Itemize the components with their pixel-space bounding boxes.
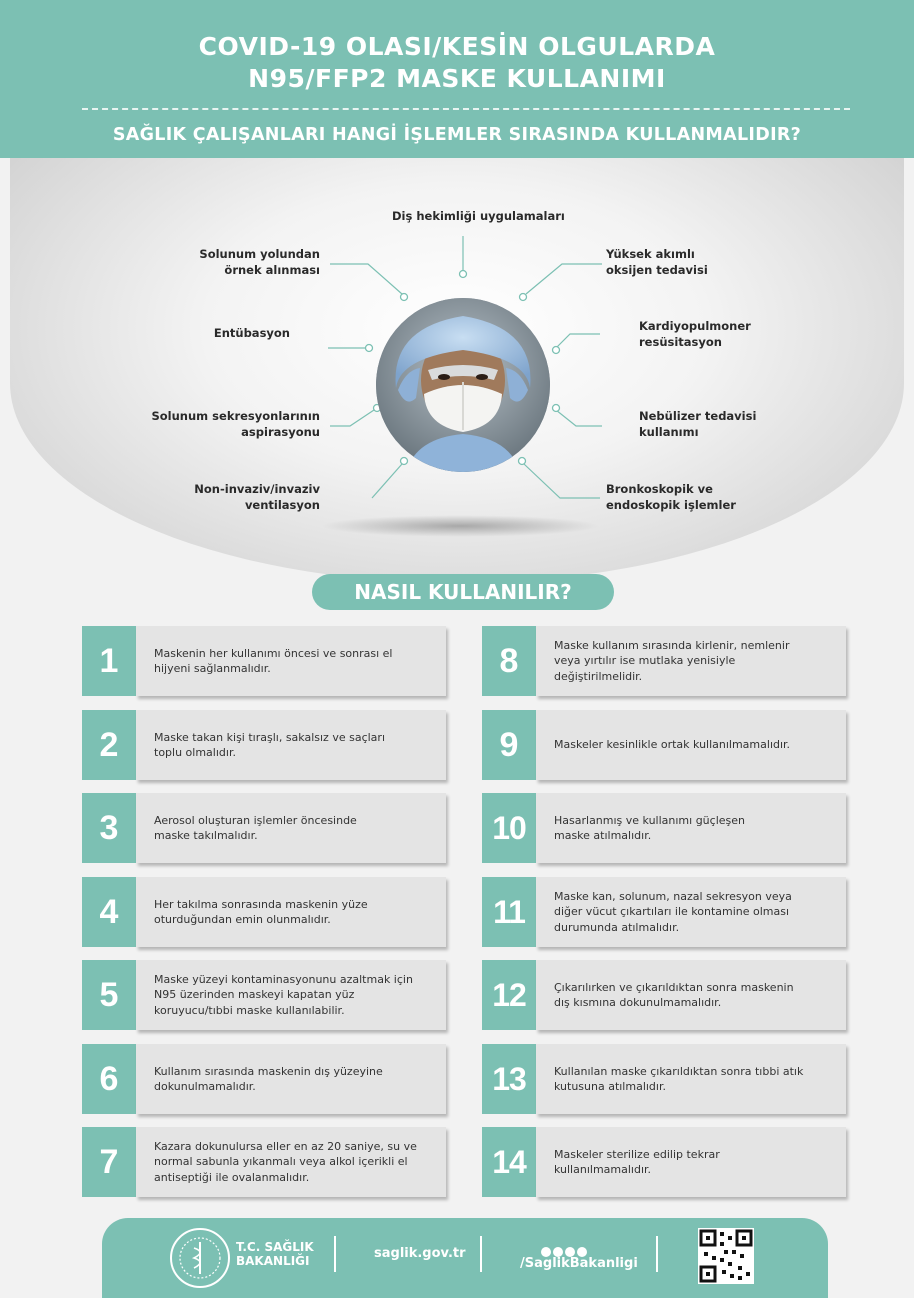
procedure-right-4-line2: endoskopik işlemler (606, 498, 736, 512)
step-number: 5 (82, 960, 136, 1030)
subtitle: SAĞLIK ÇALIŞANLARI HANGİ İŞLEMLER SIRASINDA KULLANMALIDIR? (112, 125, 802, 145)
footer-separator (334, 1236, 336, 1272)
procedure-right-1-line1: Yüksek akımlı (606, 247, 695, 261)
step-text (536, 980, 822, 1011)
step-text (536, 737, 818, 753)
procedure-left-3 (120, 408, 320, 440)
ministry-name (236, 1240, 314, 1268)
procedure-left-1-line2: örnek alınması (224, 263, 320, 277)
step-number: 14 (482, 1127, 536, 1197)
step-text-line: Her takılma sonrasında maskenin yüze (154, 897, 368, 911)
step-text-line: kutusuna atılmalıdır. (554, 1080, 666, 1093)
procedure-left-2-line1: Entübasyon (213, 326, 290, 340)
step-text (136, 813, 385, 844)
step-number: 6 (82, 1044, 136, 1114)
photo-shadow (320, 515, 600, 537)
step-text-line: hijyeni sağlanmalıdır. (154, 662, 271, 675)
procedure-left-3-line2: aspirasyonu (241, 425, 320, 439)
step-number: 11 (482, 877, 536, 947)
procedure-left-4-line2: ventilasyon (244, 498, 320, 512)
health-worker-photo (376, 298, 550, 472)
section-title-pill: NASIL KULLANILIR? (312, 574, 614, 610)
qr-code (698, 1228, 754, 1284)
step-text (136, 1064, 411, 1095)
footer-separator (480, 1236, 482, 1272)
step-text-line: maske takılmalıdır. (154, 829, 258, 842)
step-text-box (536, 793, 846, 863)
footer-separator (656, 1236, 658, 1272)
step-text-box (136, 710, 446, 780)
step-number: 13 (482, 1044, 536, 1114)
step-text (536, 889, 820, 936)
step-text-line: toplu olmalıdır. (154, 746, 236, 759)
step-text-line: N95 üzerinden maskeyi kapatan yüz (154, 988, 355, 1002)
procedure-left-1-line1: Solunum yolundan (199, 247, 320, 261)
dashed-divider (82, 108, 850, 110)
title-line-2: N95/FFP2 MASKE KULLANIMI (248, 64, 666, 93)
ministry-logo (170, 1228, 230, 1288)
procedure-right-2 (639, 318, 799, 350)
step-text-box (536, 1044, 846, 1114)
procedure-right-1-line2: oksijen tedavisi (606, 263, 708, 277)
step-number: 9 (482, 710, 536, 780)
step-text-line: Çıkarılırken ve çıkarıldıktan sonra maskenin (554, 980, 794, 994)
step-number: 3 (82, 793, 136, 863)
step-number: 7 (82, 1127, 136, 1197)
procedure-right-4-line1: Bronkoskopik ve (606, 482, 713, 496)
step-text-line: durumunda atılmalıdır. (554, 920, 680, 934)
step-text-box (536, 626, 846, 696)
step-text-line: Maske kullanım sırasında kirlenir, nemlenir (554, 638, 790, 652)
step-text-line: Maskeler kesinlikle ortak kullanılmamalıdır. (554, 738, 791, 752)
procedure-left-1 (160, 246, 320, 278)
procedure-right-3-line1: Nebülizer tedavisi (639, 409, 757, 423)
ministry-name-line2: BAKANLIĞI (236, 1254, 310, 1268)
step-text (136, 1139, 445, 1186)
step-text-line: antiseptiği ile ovalanmalıdır. (154, 1170, 310, 1184)
header-banner (0, 0, 914, 158)
step-text-line: dokunulmamalıdır. (154, 1080, 256, 1093)
step-text-box (136, 1044, 446, 1114)
step-text-line: maske atılmalıdır. (554, 829, 652, 842)
website-link[interactable]: saglik.gov.tr (374, 1246, 466, 1261)
step-text (536, 1147, 748, 1178)
procedure-right-3-line2: kullanımı (639, 425, 699, 439)
step-text-line: diğer vücut çıkartıları ile kontamine olması (554, 905, 790, 919)
step-text-line: değiştirilmelidir. (554, 669, 643, 683)
step-text-box (536, 960, 846, 1030)
procedure-right-3 (639, 408, 799, 440)
step-number: 4 (82, 877, 136, 947)
step-text (136, 730, 413, 761)
procedure-dental: Diş hekimliği uygulamaları (392, 209, 565, 223)
step-number: 12 (482, 960, 536, 1030)
step-text (536, 813, 773, 844)
step-text-line: Hasarlanmış ve kullanımı güçleşen (554, 813, 745, 827)
step-text-box (136, 793, 446, 863)
step-text-line: dış kısmına dokunulmamalıdır. (554, 996, 722, 1009)
procedure-left-3-line1: Solunum sekresyonlarının (151, 409, 320, 423)
social-handle[interactable]: /SaglikBakanligi (520, 1256, 638, 1271)
procedure-left-4 (160, 481, 320, 513)
step-number: 10 (482, 793, 536, 863)
step-text-line: kullanılmamalıdır. (554, 1163, 652, 1176)
step-text-line: oturduğundan emin olunmalıdır. (154, 913, 331, 926)
step-text (136, 897, 396, 928)
step-text-line: normal sabunla yıkanmalı veya alkol içerikli el (154, 1155, 408, 1169)
step-number: 8 (482, 626, 536, 696)
step-text-box (536, 710, 846, 780)
procedure-right-4 (606, 481, 786, 513)
procedure-left-4-line1: Non-invaziv/invaziv (194, 482, 320, 496)
step-text-box (136, 626, 446, 696)
step-text (136, 646, 421, 677)
step-text-line: Maskenin her kullanımı öncesi ve sonrası el (154, 646, 393, 660)
title-line-1: COVID-19 OLASI/KESİN OLGULARDA (198, 32, 716, 61)
ministry-name-line1: T.C. SAĞLIK (236, 1240, 314, 1254)
step-text-box (536, 1127, 846, 1197)
step-text-box (136, 960, 446, 1030)
procedure-right-1 (606, 246, 766, 278)
step-text-line: veya yırtılır ise mutlaka yenisiyle (554, 654, 736, 668)
procedure-right-2-line1: Kardiyopulmoner (639, 319, 751, 333)
step-text (536, 1064, 831, 1095)
step-text-line: Kazara dokunulursa eller en az 20 saniye, su ve (154, 1139, 417, 1153)
step-text-box (136, 1127, 446, 1197)
step-text-line: Maske kan, solunum, nazal sekresyon veya (554, 889, 792, 903)
step-text-line: Kullanım sırasında maskenin dış yüzeyine (154, 1064, 383, 1078)
step-text-box (536, 877, 846, 947)
step-text-line: Maske takan kişi tıraşlı, sakalsız ve saçları (154, 730, 385, 744)
step-text-line: Kullanılan maske çıkarıldıktan sonra tıbbi atık (554, 1064, 804, 1078)
step-number: 2 (82, 710, 136, 780)
step-text (536, 638, 817, 685)
procedure-left-2 (160, 325, 290, 341)
step-number: 1 (82, 626, 136, 696)
step-text-line: Maske yüzeyi kontaminasyonunu azaltmak için (154, 972, 413, 986)
step-text (136, 972, 441, 1019)
procedure-right-2-line2: resüsitasyon (639, 335, 722, 349)
step-text-line: koruyucu/tıbbi maske kullanılabilir. (154, 1003, 345, 1017)
step-text-box (136, 877, 446, 947)
step-text-line: Maskeler sterilize edilip tekrar (554, 1147, 720, 1161)
step-text-line: Aerosol oluşturan işlemler öncesinde (154, 813, 357, 827)
